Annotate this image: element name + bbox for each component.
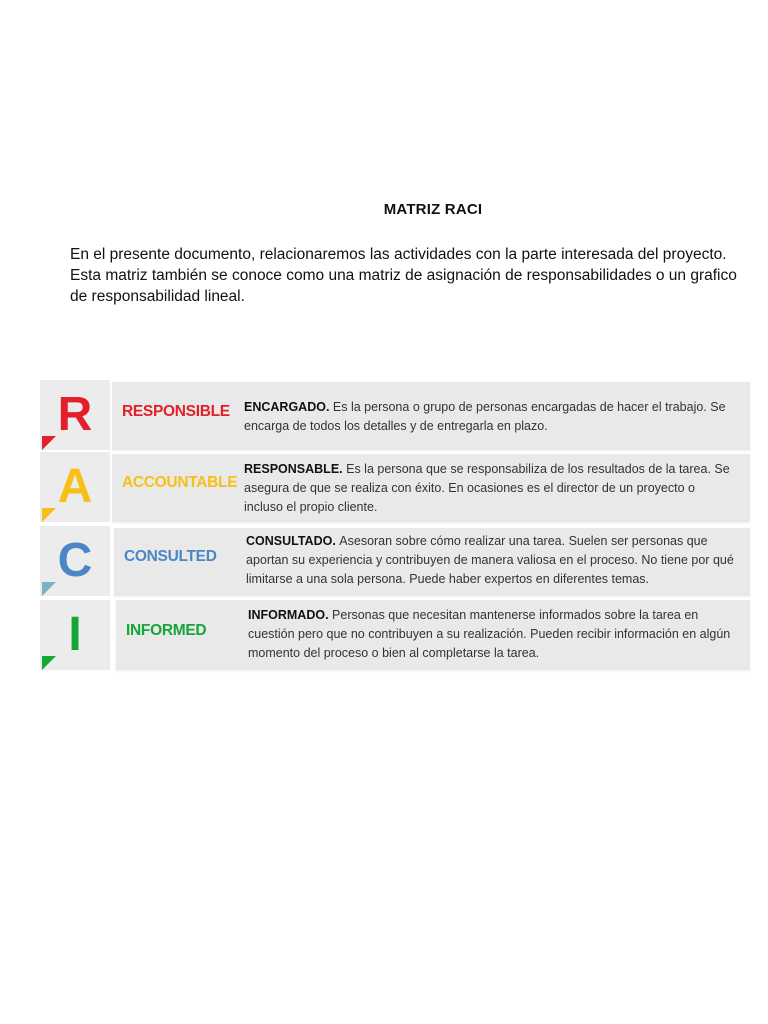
- green-corner-marker: [42, 656, 56, 670]
- role-text-responsible: Es la persona o grupo de personas encargadas de hacer el trabajo. Se encarga de todos los detalles y de entregarla en plazo.: [244, 400, 726, 433]
- red-corner-marker: [42, 436, 56, 450]
- document-title: MATRIZ RACI: [383, 201, 483, 218]
- role-desc-informed: [248, 606, 744, 663]
- letter-a: A: [57, 460, 93, 513]
- role-term-consulted: CONSULTADO.: [246, 534, 340, 548]
- role-label-responsible: RESPONSIBLE: [122, 403, 230, 420]
- role-text-informed: Personas que necesitan mantenerse informados sobre la tarea en cuestión pero que no contribuyen a su realización. Pueden recibir información en algún momento del proceso o bien al completarse la tarea.: [248, 608, 731, 660]
- role-label-informed: INFORMED: [126, 622, 207, 639]
- yellow-corner-marker: [42, 508, 56, 522]
- letter-i: I: [68, 608, 82, 661]
- role-label-consulted: CONSULTED: [124, 548, 217, 565]
- role-term-accountable: RESPONSABLE.: [244, 462, 347, 476]
- role-desc-responsible: [244, 398, 734, 436]
- raci-matrix: [38, 378, 754, 674]
- role-label-accountable: ACCOUNTABLE: [122, 474, 238, 491]
- document-intro: En el presente documento, relacionaremos las actividades con la parte interesada del proyecto. Esta matriz también se conoce como una matriz de asignación de responsabilidades o un grafico de responsabilidad lineal.: [70, 246, 737, 305]
- role-term-informed: INFORMADO.: [248, 608, 333, 622]
- role-desc-consulted: [246, 532, 742, 589]
- role-desc-accountable: [244, 460, 734, 517]
- letter-c: C: [57, 534, 93, 587]
- role-text-accountable: Es la persona que se responsabiliza de los resultados de la tarea. Se asegura de que se realiza con éxito. En ocasiones es el director de un proyecto o incluso el propio cliente.: [244, 462, 730, 514]
- letter-r: R: [57, 388, 93, 441]
- role-text-consulted: Asesoran sobre cómo realizar una tarea. Suelen ser personas que aportan su experiencia y contribuyen de manera valiosa en el proceso. No tiene por qué limitarse a una sola persona. Puede haber expertos en diferentes temas.: [246, 534, 734, 586]
- role-term-responsible: ENCARGADO.: [244, 400, 333, 414]
- blue-corner-marker: [42, 582, 56, 596]
